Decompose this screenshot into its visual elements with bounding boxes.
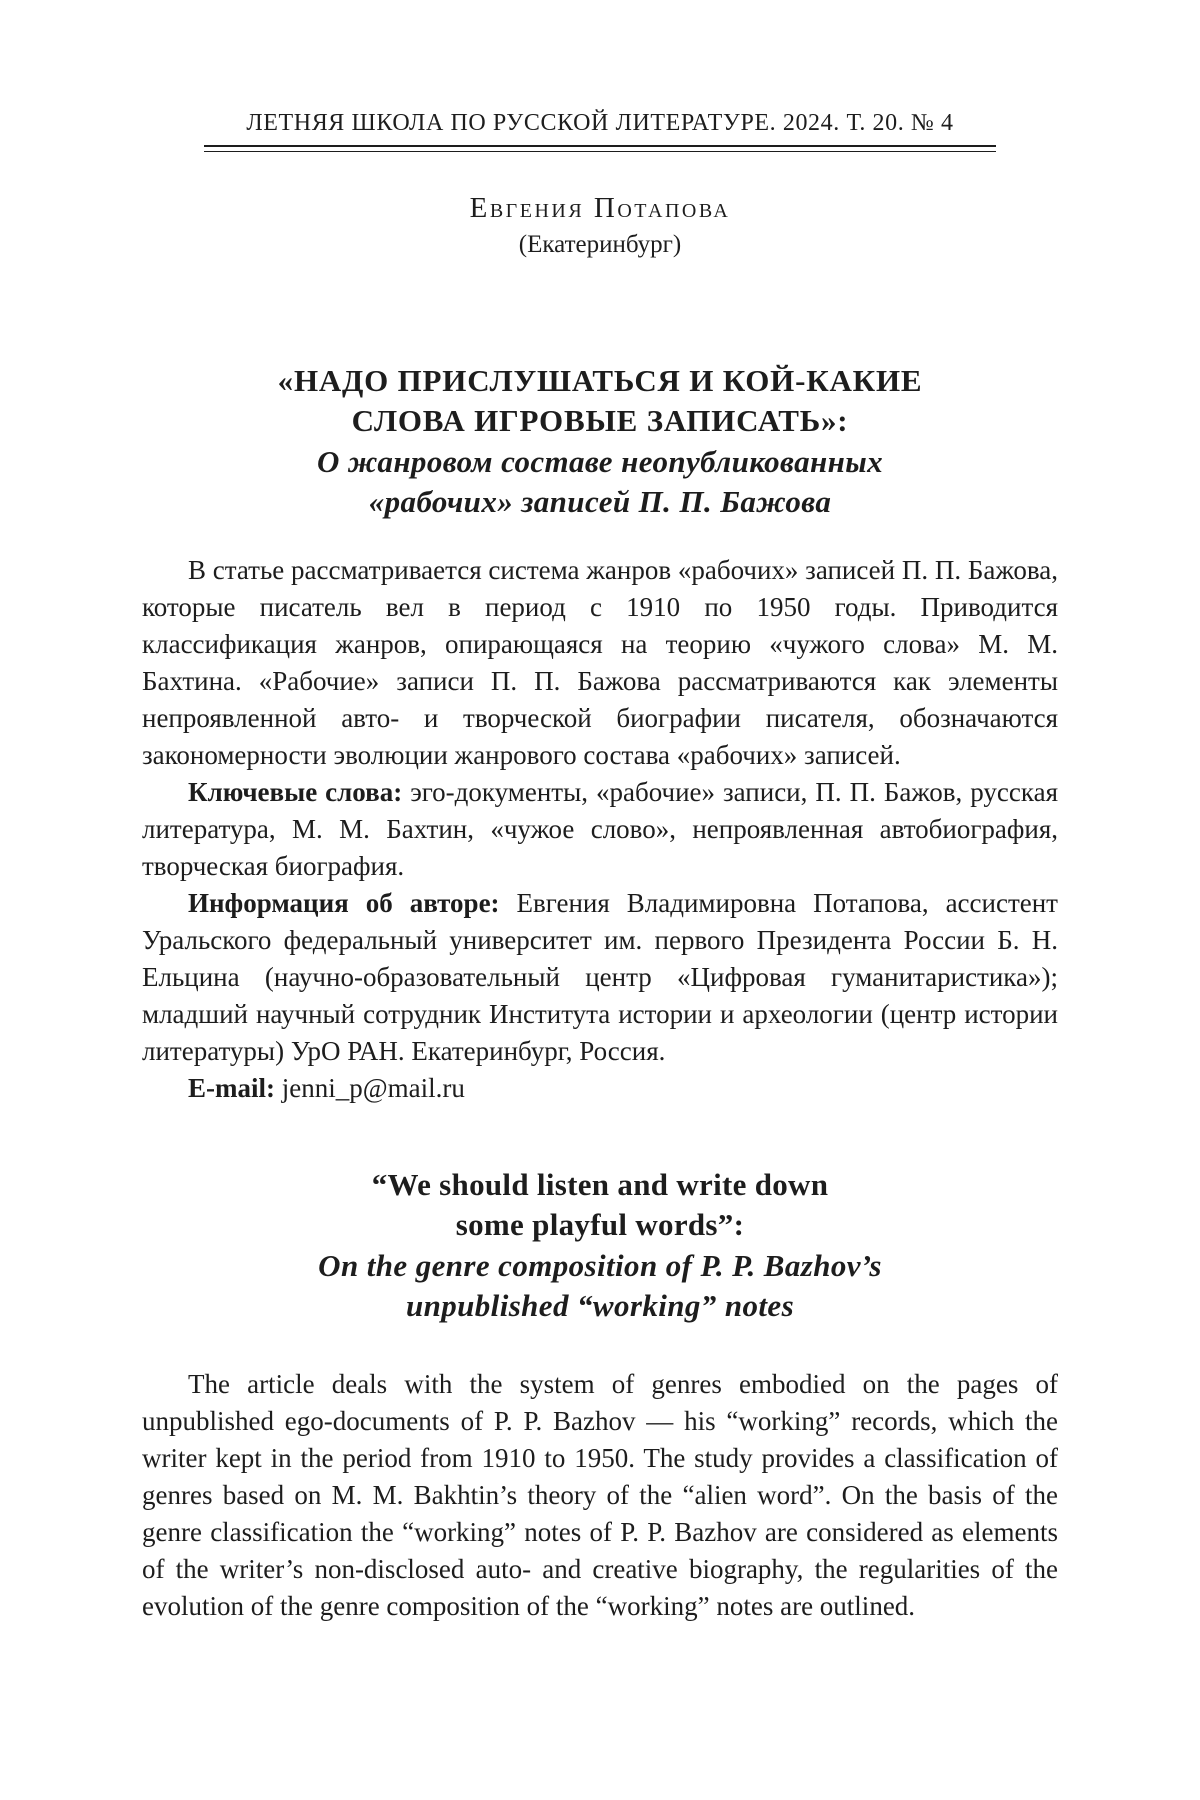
email-value: jenni_p@mail.ru	[275, 1072, 465, 1103]
keywords-label: Ключевые слова:	[188, 777, 403, 808]
title-en-line1: “We should listen and write down	[371, 1166, 829, 1202]
author-name: Евгения Потапова	[469, 192, 731, 224]
abstract-ru-paragraph: В статье рассматривается система жанров «рабочих» записей П. П. Бажова, которые писатель вел в период с 1910 по 1950 годы. Приводится классификация жанров, опирающаяся на теорию «чужого слова» М. М. Бахтина. «Рабочие» записи П. П. Бажова рассматриваются как элементы непроявленной авто- и творческой биографии писателя, обозначаются закономерности эволюции жанрового состава «рабочих» записей.	[142, 555, 1058, 771]
author-block	[142, 192, 1058, 259]
author-city: (Екатеринбург)	[518, 231, 682, 258]
subtitle-ru-line1: О жанровом составе неопубликованных	[316, 443, 884, 479]
title-en-line2: some playful words”:	[455, 1207, 745, 1243]
title-ru-line2: СЛОВА ИГРОВЫЕ ЗАПИСАТЬ»:	[351, 403, 849, 439]
email-label: E-mail:	[188, 1072, 275, 1103]
journal-header: ЛЕТНЯЯ ШКОЛА ПО РУССКОЙ ЛИТЕРАТУРЕ. 2024. Т. 20. № 4	[246, 110, 954, 136]
author-info-text: Евгения Владимировна Потапова, ассистент Уральского федеральный университет им. первого Президента России Б. Н. Ельцина (научно-образовательный центр «Цифровая гуманитаристика»); младший научный сотрудник Института истории и археологии (центр истории литературы) УрО РАН. Екатеринбург, Россия.	[142, 888, 1058, 1066]
author-info-label: Информация об авторе:	[188, 888, 500, 919]
author-info-paragraph	[142, 885, 1058, 1070]
email-paragraph	[142, 1070, 1058, 1107]
title-en-block	[142, 1165, 1058, 1326]
subtitle-en-line2: unpublished “working” notes	[405, 1287, 795, 1323]
keywords-text: эго-документы, «рабочие» записи, П. П. Бажов, русская литература, М. М. Бахтин, «чужое слово», непроявленная автобиография, творческая биография.	[142, 777, 1058, 882]
abstract-en-block	[142, 1366, 1058, 1625]
abstract-en-paragraph: The article deals with the system of genres embodied on the pages of unpublished ego-documents of P. P. Bazhov — his “working” records, which the writer kept in the period from 1910 to 1950. The study provides a classification of genres based on M. M. Bakhtin’s theory of the “alien word”. On the basis of the genre classification the “working” notes of P. P. Bazhov are considered as elements of the writer’s non-disclosed auto- and creative biography, the regularities of the evolution of the genre composition of the “working” notes are outlined.	[142, 1369, 1058, 1622]
subtitle-ru-line2: «рабочих» записей П. П. Бажова	[368, 483, 832, 519]
title-ru-line1: «НАДО ПРИСЛУШАТЬСЯ И КОЙ-КАКИЕ	[277, 363, 923, 398]
keywords-paragraph	[142, 774, 1058, 885]
abstract-ru-block	[142, 552, 1058, 1107]
subtitle-en-line1: On the genre composition of P. P. Bazhov’s	[318, 1247, 882, 1283]
header-rule	[204, 145, 996, 152]
title-ru-block	[142, 361, 1058, 522]
journal-page	[142, 0, 1058, 1625]
